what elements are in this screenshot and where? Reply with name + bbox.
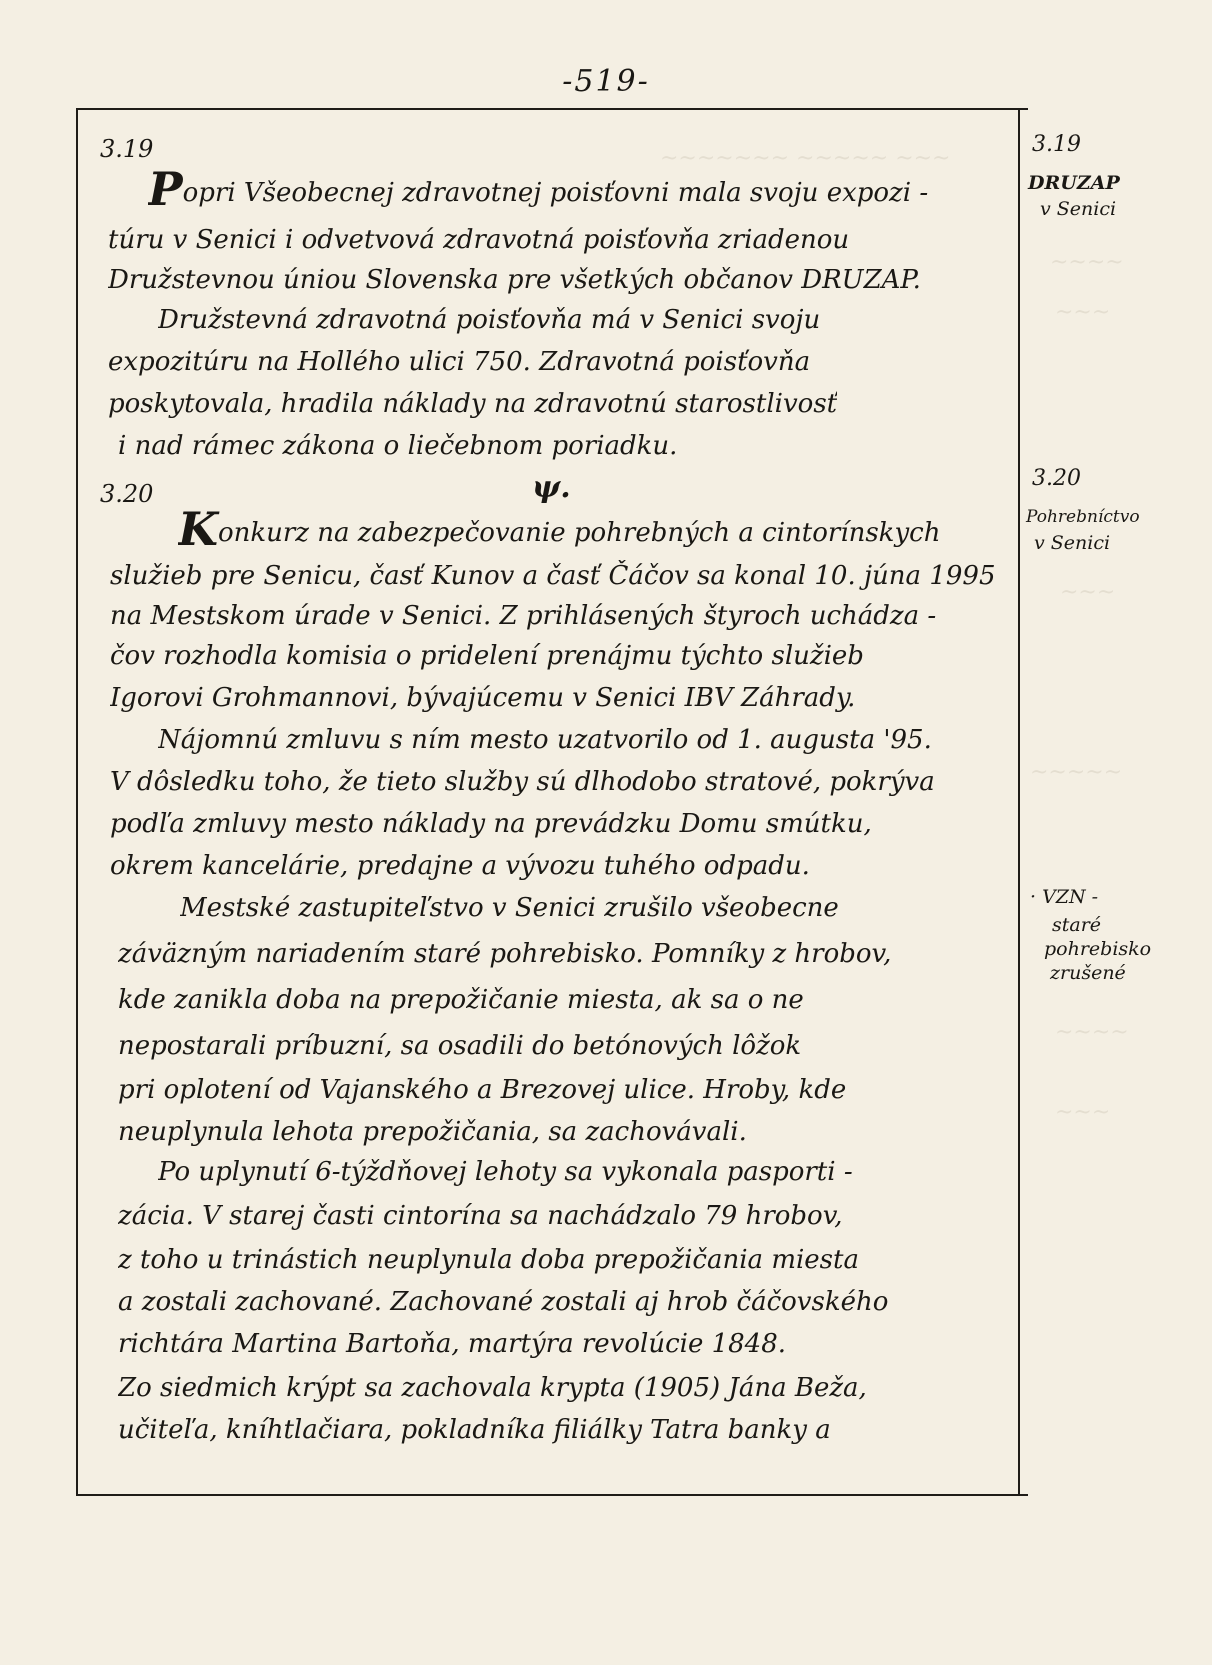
- text-line: poskytovala, hradila náklady na zdravotnú starostlivosť: [108, 389, 838, 419]
- section-number: 3.19: [100, 135, 154, 163]
- section-number: 3.20: [100, 480, 154, 508]
- text-line: túru v Senici i odvetvová zdravotná poisťovňa zriadenou: [108, 225, 850, 255]
- text-line: [178, 506, 940, 554]
- text-line: zácia. V starej časti cintorína sa nachádzalo 79 hrobov,: [118, 1201, 843, 1231]
- text-line: Po uplynutí 6-týždňovej lehoty sa vykonala pasporti -: [158, 1157, 853, 1187]
- text-line: a zostali zachované. Zachované zostali aj hrob čáčovského: [118, 1287, 889, 1317]
- margin-note-line: staré: [1052, 914, 1102, 936]
- text-line: čov rozhodla komisia o pridelení prenájmu týchto služieb: [110, 641, 864, 671]
- margin-note-line: Pohrebníctvo: [1026, 507, 1140, 527]
- text-line-content: opri Všeobecnej zdravotnej poisťovni mala svoju expozi -: [182, 178, 929, 208]
- text-line: záväzným nariadením staré pohrebisko. Pomníky z hrobov,: [118, 939, 892, 969]
- text-line: nepostarali príbuzní, sa osadili do betónových lôžok: [118, 1031, 802, 1061]
- text-line: služieb pre Senicu, časť Kunov a časť Čáčov sa konal 10. júna 1995: [110, 561, 996, 591]
- text-line: Zo siedmich krýpt sa zachovala krypta (1905) Jána Beža,: [118, 1373, 867, 1403]
- text-line: Igorovi Grohmannovi, bývajúcemu v Senici IBV Záhrady.: [110, 683, 856, 713]
- text-line: podľa zmluvy mesto náklady na prevádzku Domu smútku,: [110, 809, 872, 839]
- margin-note-line: · VZN -: [1030, 886, 1099, 908]
- text-line: okrem kancelárie, predajne a vývozu tuhého odpadu.: [110, 851, 810, 881]
- correction-mark: ψ.: [532, 470, 571, 505]
- initial-letter: P: [148, 166, 183, 214]
- text-line: Družstevnou úniou Slovenska pre všetkých občanov DRUZAP.: [108, 265, 921, 295]
- margin-number: 3.20: [1032, 466, 1081, 491]
- text-line: richtára Martina Bartoňa, martýra revolúcie 1848.: [118, 1329, 787, 1359]
- frame-tick-top: [1018, 108, 1028, 110]
- text-line: Družstevná zdravotná poisťovňa má v Senici svoju: [158, 305, 821, 335]
- text-line: V dôsledku toho, že tieto služby sú dlhodobo stratové, pokrýva: [110, 767, 935, 797]
- text-line: z toho u trinástich neuplynula doba prepožičania miesta: [118, 1245, 859, 1275]
- text-line: expozitúru na Hollého ulici 750. Zdravotná poisťovňa: [108, 347, 811, 377]
- text-line: [148, 166, 928, 214]
- text-line: Nájomnú zmluvu s ním mesto uzatvorilo od 1. augusta '95.: [158, 725, 932, 755]
- text-line: kde zanikla doba na prepožičanie miesta, ak sa o ne: [118, 985, 804, 1015]
- margin-note-line: DRUZAP: [1028, 172, 1120, 194]
- text-line-content: onkurz na zabezpečovanie pohrebných a cintorínskych: [217, 518, 941, 548]
- text-line: učiteľa, kníhtlačiara, pokladníka filiálky Tatra banky a: [118, 1415, 831, 1445]
- margin-note-line: v Senici: [1034, 532, 1111, 554]
- margin-note-line: pohrebisko: [1044, 938, 1152, 960]
- frame-tick-bottom: [1018, 1494, 1028, 1496]
- text-line: na Mestskom úrade v Senici. Z prihlásených štyroch uchádza -: [110, 601, 937, 631]
- margin-note-line: zrušené: [1050, 962, 1126, 984]
- text-line: pri oplotení od Vajanského a Brezovej ulice. Hroby, kde: [118, 1075, 847, 1105]
- margin-note-line: v Senici: [1040, 198, 1117, 220]
- text-line: i nad rámec zákona o liečebnom poriadku.: [118, 431, 678, 461]
- initial-letter: K: [178, 506, 218, 554]
- text-line: Mestské zastupiteľstvo v Senici zrušilo všeobecne: [180, 893, 839, 923]
- margin-number: 3.19: [1032, 132, 1081, 157]
- page-number: -519-: [562, 64, 650, 99]
- text-line: neuplynula lehota prepožičania, sa zachovávali.: [118, 1117, 747, 1147]
